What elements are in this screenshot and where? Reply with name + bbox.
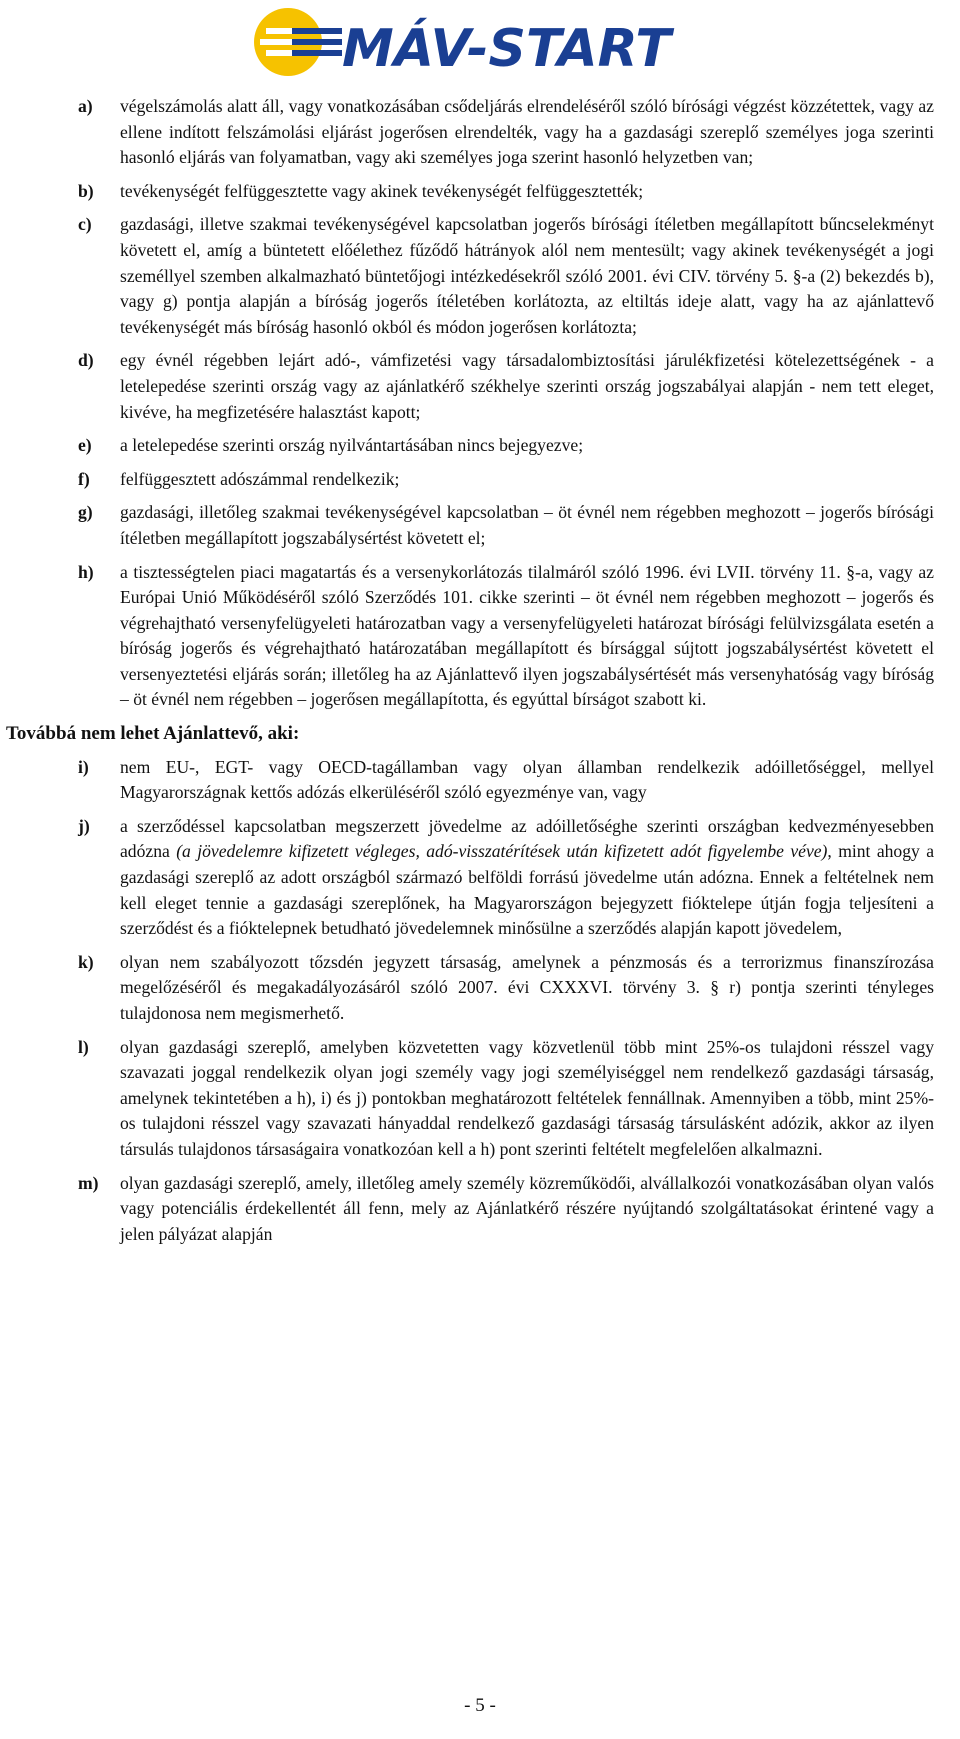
list-text: nem EU-, EGT- vagy OECD-tagállamban vagy olyan államban rendelkezik adóilletőséggel, mellyel Magyarországnak kettős adózás elkerüléséről szóló egyezménye van, vagy — [120, 756, 934, 803]
list-item — [0, 433, 960, 459]
list-marker: m) — [78, 1172, 99, 1193]
list-marker: a) — [78, 96, 93, 116]
section-heading: Továbbá nem lehet Ajánlattevő, aki: — [6, 723, 300, 745]
list-marker: h) — [78, 561, 94, 582]
list-text: végelszámolás alatt áll, vagy vonatkozásában csődeljárás elrendeléséről szóló bírósági végzést közzétettek, vagy az ellene indított felszámolási eljárást jogerősen elrendelték, vagy ha a gazdasági szereplő személyes joga szerinti hasonló eljárás van folyamatban, vagy aki személyes joga szerint hasonló helyzetben van; — [120, 96, 934, 168]
list-item — [0, 179, 960, 205]
logo-text: MÁV-START — [342, 19, 671, 79]
list-marker: d) — [78, 350, 94, 371]
list-text: felfüggesztett adószámmal rendelkezik; — [120, 468, 400, 489]
list-text: gazdasági, illetve szakmai tevékenységével kapcsolatban jogerős bírósági ítéletben megállapított bűncselekményt követett el, amíg a büntetett előélethez fűződő hátrányok alól nem mentesült; vagy akinek tevékenységét a jogi személlyel szemben alkalmazható büntetőjogi intézkedésekről szóló 2001. évi CIV. törvény 5. §-a (2) bekezdés b), vagy g) pontja alapján a bíróság jogerős ítéletében korlátozta, az eltiltás ideje alatt, vagy ha az ajánlattevő tevékenységét más bíróság hasonló okból és módon jogerősen korlátozta; — [120, 214, 934, 337]
list-item — [0, 560, 960, 714]
list-marker: c) — [78, 214, 92, 235]
list-marker: i) — [78, 756, 89, 777]
list-text: a tisztességtelen piaci magatartás és a versenykorlátozás tilalmáról szóló 1996. évi LVII. törvény 11. §-a, vagy az Európai Unió Működéséről szóló Szerződés 101. cikke szerinti – öt évnél nem régebben meghozott – jogerős és végrehajtható versenyfelügyeleti határozatban vagy a versenyfelügyeleti határozat bírósági felülvizsgálata esetén a bíróság jogerős és végrehajtható határozatában megállapított és bírsággal sújtott jogszabálysértést követett el versenyeztetési eljárás során; illetőleg ha az Ajánlattevő ilyen jogszabálysértését más versenyhatóság vagy bíróság – öt évnél nem régebben – jogerősen megállapította, és egyúttal bírságot szabott ki. — [120, 561, 934, 710]
list-marker: e) — [78, 435, 92, 456]
list-text: egy évnél régebben lejárt adó-, vámfizetési vagy társadalombiztosítási járulékfizetési kötelezettségének - a letelepedése szerinti ország vagy az ajánlatkérő székhelye szerinti ország jogszabályai alapján - nem tett eleget, kivéve, ha megfizetésére halasztást kapott; — [120, 350, 934, 422]
list-marker: g) — [78, 502, 93, 523]
list-text: olyan nem szabályozott tőzsdén jegyzett társaság, amelynek a pénzmosás és a terrorizmus finanszírozása megelőzéséről és megakadályozásáról szóló 2007. évi CXXXVI. törvény 3. § r) pontja szerinti tényleges tulajdonosa nem megismerhető. — [120, 951, 934, 1023]
list-item-m — [0, 1171, 960, 1248]
list-marker: f) — [78, 468, 90, 489]
list-text: a szerződéssel kapcsolatban megszerzett jövedelme az adóilletőséghe szerinti országban kedvezményesebben adózna (a jövedelemre kifizetett végleges, adó-visszatérítések után kifizetett adót figyelembe véve), mint ahogy a gazdasági szereplő az adott országból származó belföldi forrású jövedelme után adózna. Ennek a feltételnek nem kell eleget tennie a gazdasági szereplőnek, ha Magyarországon bejegyzett fióktelepe útján fogja teljesíteni a szerződést és a fióktelepnek betudható jövedelemnek minősülne a szerződés alapján kapott jövedelem, — [120, 815, 934, 939]
exclusion-list-first — [0, 94, 960, 713]
list-item — [0, 467, 960, 493]
list-item — [0, 500, 960, 551]
list-marker: k) — [78, 951, 94, 972]
list-text: olyan gazdasági szereplő, amely, illetőleg amely személy közreműködői, alvállalkozói vonatkozásában olyan valós vagy potenciális érdekellentét áll fenn, mely az Ajánlatkérő részére nyújtandó szolgáltatásokat érintené vagy a jelen pályázat alapján — [120, 1172, 934, 1244]
list-item — [0, 212, 960, 340]
list-text: gazdasági, illetőleg szakmai tevékenységével kapcsolatban – öt évnél nem régebben meghozott – jogerős bírósági ítéletben megállapított jogszabálysértést követett el; — [120, 502, 934, 548]
list-item — [0, 94, 960, 171]
document-body — [0, 94, 960, 1255]
list-text: tevékenységét felfüggesztette vagy akinek tevékenységét felfüggesztették; — [120, 180, 644, 201]
page-header — [0, 0, 960, 84]
list-marker: l) — [78, 1036, 89, 1057]
mav-start-logo — [248, 4, 678, 80]
list-item — [0, 348, 960, 425]
italic-note: (a jövedelemre kifizetett végleges, adó-visszatérítések után kifizetett adót figyelembe véve) — [176, 841, 828, 862]
list-item-i — [0, 755, 960, 806]
page-number: - 5 - — [464, 1695, 496, 1716]
list-marker: j) — [78, 815, 90, 836]
list-text: olyan gazdasági szereplő, amelyben közvetetten vagy közvetlenül több mint 25%-os tulajdoni résszel vagy szavazati joggal rendelkezik olyan jogi személy vagy jogi személyiséggel nem rendelkező gazdasági társaság, amelynek tekintetében a h), i) és j) pontokban meghatározott feltételek fennállnak. Amennyiben a több, mint 25%-os tulajdoni résszel vagy szavazati hányaddal rendelkező gazdasági társaság társulásként adózik, akkor az ilyen társulás tulajdonos társaságaira vonatkozóan kell a h) pont szerinti feltételt megfelelően alkalmazni. — [120, 1036, 934, 1159]
list-item-j — [0, 814, 960, 942]
list-item-l — [0, 1035, 960, 1163]
list-text: a letelepedése szerinti ország nyilvántartásában nincs bejegyezve; — [120, 435, 584, 456]
list-item-k — [0, 950, 960, 1027]
list-marker: b) — [78, 180, 94, 201]
